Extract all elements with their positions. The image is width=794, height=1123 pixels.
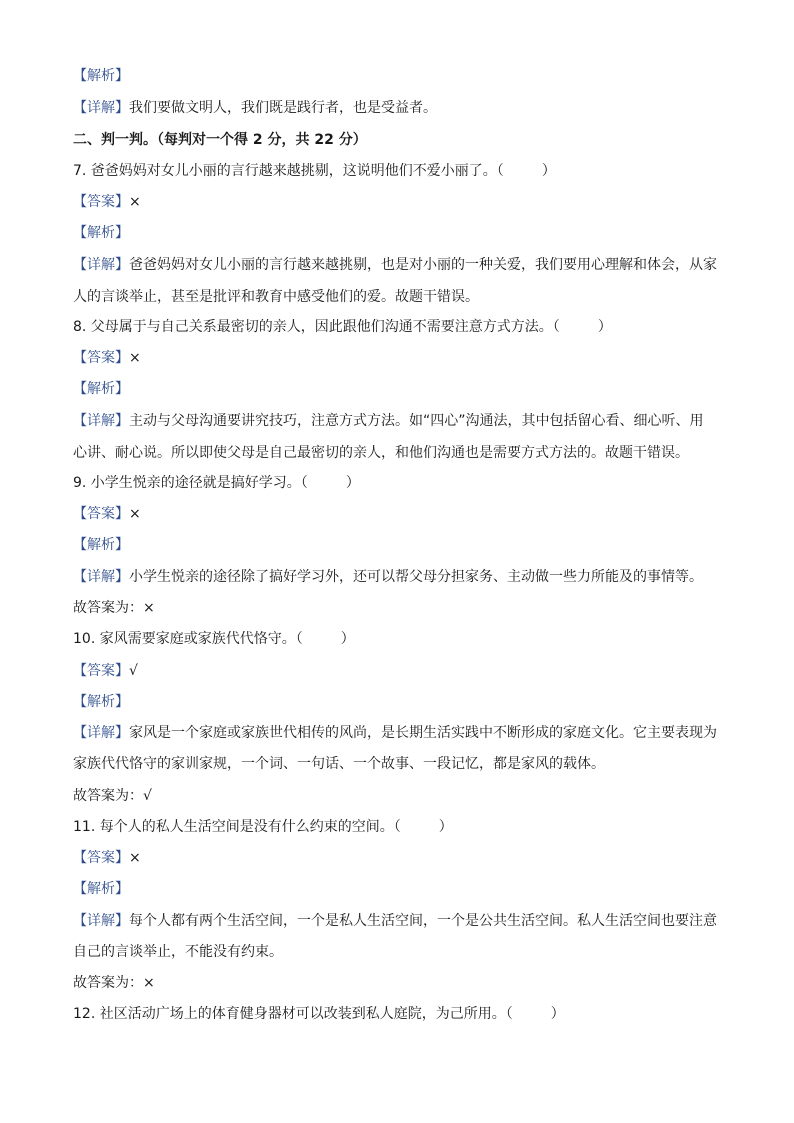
detail-label: 详解 [87, 257, 115, 273]
answer-line [73, 349, 723, 367]
detail-text: 每个人都有两个生活空间，一个是私人生活空间，一个是公共生活空间。私人生活空间也要注意 [129, 913, 717, 929]
bracket-open: 【 [73, 725, 87, 741]
bracket-open: 【 [73, 694, 87, 710]
text-line [73, 444, 723, 462]
text-line [73, 288, 723, 306]
section-label: 解析 [87, 68, 115, 84]
paragraph-text: 人的言谈举止，甚至是批评和教育中感受他们的爱。故题干错误。 [73, 289, 479, 305]
detail-label: 详解 [87, 413, 115, 429]
bracket-close: 】 [115, 537, 129, 553]
question-text: 11. 每个人的私人生活空间是没有什么约束的空间。（ [73, 819, 401, 835]
explanation-line [73, 568, 723, 586]
paragraph-text: 故答案为：× [73, 975, 155, 991]
question-line [73, 630, 723, 648]
bracket-open: 【 [73, 68, 87, 84]
paragraph-text: 自己的言谈举止，不能没有约束。 [73, 944, 283, 960]
text-line [73, 599, 723, 617]
answer-value: × [129, 194, 141, 210]
bracket-close: 】 [115, 413, 129, 429]
detail-text: 家风是一个家庭或家族世代相传的风尚，是长期生活实践中不断形成的家庭文化。它主要表现为 [129, 725, 717, 741]
question-text: 10. 家风需要家庭或家族代代恪守。（ [73, 631, 303, 647]
section-label: 解析 [87, 381, 115, 397]
detail-label: 详解 [87, 100, 115, 116]
analysis-label [73, 224, 723, 242]
section-label: 解析 [87, 225, 115, 241]
section-label: 解析 [87, 694, 115, 710]
bracket-close: 】 [115, 100, 129, 116]
bracket-close: 】 [115, 569, 129, 585]
bracket-open: 【 [73, 194, 87, 210]
bracket-open: 【 [73, 225, 87, 241]
question-line [73, 1005, 723, 1023]
question-text: 8. 父母属于与自己关系最密切的亲人，因此跟他们沟通不需要注意方式方法。（ [73, 319, 560, 335]
question-text: 9. 小学生悦亲的途径就是搞好学习。（ [73, 475, 308, 491]
question-line [73, 318, 723, 336]
question-line [73, 474, 723, 492]
text-line [73, 755, 723, 773]
detail-text: 爸爸妈妈对女儿小丽的言行越来越挑剔，也是对小丽的一种关爱，我们要用心理解和体会，从家 [129, 257, 717, 273]
text-line [73, 943, 723, 961]
answer-line [73, 505, 723, 523]
bracket-close: 】 [115, 381, 129, 397]
bracket-open: 【 [73, 881, 87, 897]
bracket-close: 】 [115, 881, 129, 897]
bracket-close: 】 [115, 257, 129, 273]
answer-value: √ [129, 663, 138, 679]
text-line [73, 787, 723, 805]
bracket-open: 【 [73, 537, 87, 553]
analysis-label [73, 693, 723, 711]
bracket-open: 【 [73, 257, 87, 273]
bracket-close: 】 [115, 694, 129, 710]
detail-text: 小学生悦亲的途径除了搞好学习外，还可以帮父母分担家务、主动做一些力所能及的事情等。 [129, 569, 703, 585]
answer-value: × [129, 850, 141, 866]
answer-label: 答案 [87, 850, 115, 866]
section-label: 解析 [87, 881, 115, 897]
answer-label: 答案 [87, 663, 115, 679]
detail-label: 详解 [87, 725, 115, 741]
bracket-open: 【 [73, 381, 87, 397]
answer-label: 答案 [87, 194, 115, 210]
bracket-open: 【 [73, 569, 87, 585]
analysis-label [73, 67, 723, 85]
bracket-close: 】 [115, 68, 129, 84]
bracket-open: 【 [73, 350, 87, 366]
answer-line [73, 662, 723, 680]
bracket-open: 【 [73, 506, 87, 522]
question-text: 12. 社区活动广场上的体育健身器材可以改装到私人庭院，为己所用。（ [73, 1006, 513, 1022]
section-heading [73, 131, 723, 149]
question-paren-close: ） [550, 1006, 565, 1022]
bracket-open: 【 [73, 913, 87, 929]
analysis-label [73, 536, 723, 554]
bracket-close: 】 [115, 225, 129, 241]
bracket-open: 【 [73, 100, 87, 116]
bracket-close: 】 [115, 506, 129, 522]
answer-line [73, 193, 723, 211]
answer-line [73, 849, 723, 867]
explanation-line [73, 412, 723, 430]
explanation-line [73, 99, 723, 117]
detail-text: 我们要做文明人，我们既是践行者，也是受益者。 [129, 100, 437, 116]
section-label: 解析 [87, 537, 115, 553]
analysis-label [73, 880, 723, 898]
bracket-close: 】 [115, 725, 129, 741]
question-line [73, 162, 723, 180]
answer-value: × [129, 506, 141, 522]
question-paren-close: ） [597, 319, 612, 335]
detail-text: 主动与父母沟通要讲究技巧，注意方式方法。如“四心”沟通法，其中包括留心看、细心听、用 [129, 413, 704, 429]
answer-label: 答案 [87, 350, 115, 366]
bracket-open: 【 [73, 663, 87, 679]
question-text: 7. 爸爸妈妈对女儿小丽的言行越来越挑剔，这说明他们不爱小丽了。（ [73, 163, 504, 179]
heading-text: 二、判一判。（每判对一个得 2 分，共 22 分） [73, 132, 367, 148]
detail-label: 详解 [87, 913, 115, 929]
paragraph-text: 故答案为：√ [73, 788, 152, 804]
paragraph-text: 家族代代恪守的家训家规，一个词、一句话、一个故事、一段记忆，都是家风的载体。 [73, 756, 605, 772]
answer-value: × [129, 350, 141, 366]
paragraph-text: 心讲、耐心说。所以即使父母是自己最密切的亲人，和他们沟通也是需要方式方法的。故题干错误。 [73, 445, 689, 461]
question-paren-close: ） [345, 475, 360, 491]
bracket-close: 】 [115, 913, 129, 929]
analysis-label [73, 380, 723, 398]
question-paren-close: ） [438, 819, 453, 835]
bracket-close: 】 [115, 194, 129, 210]
detail-label: 详解 [87, 569, 115, 585]
explanation-line [73, 256, 723, 274]
explanation-line [73, 912, 723, 930]
bracket-open: 【 [73, 850, 87, 866]
explanation-line [73, 724, 723, 742]
answer-label: 答案 [87, 506, 115, 522]
paragraph-text: 故答案为：× [73, 600, 155, 616]
bracket-close: 】 [115, 663, 129, 679]
text-line [73, 974, 723, 992]
question-paren-close: ） [541, 163, 556, 179]
question-line [73, 818, 723, 836]
bracket-close: 】 [115, 350, 129, 366]
bracket-open: 【 [73, 413, 87, 429]
bracket-close: 】 [115, 850, 129, 866]
question-paren-close: ） [340, 631, 355, 647]
